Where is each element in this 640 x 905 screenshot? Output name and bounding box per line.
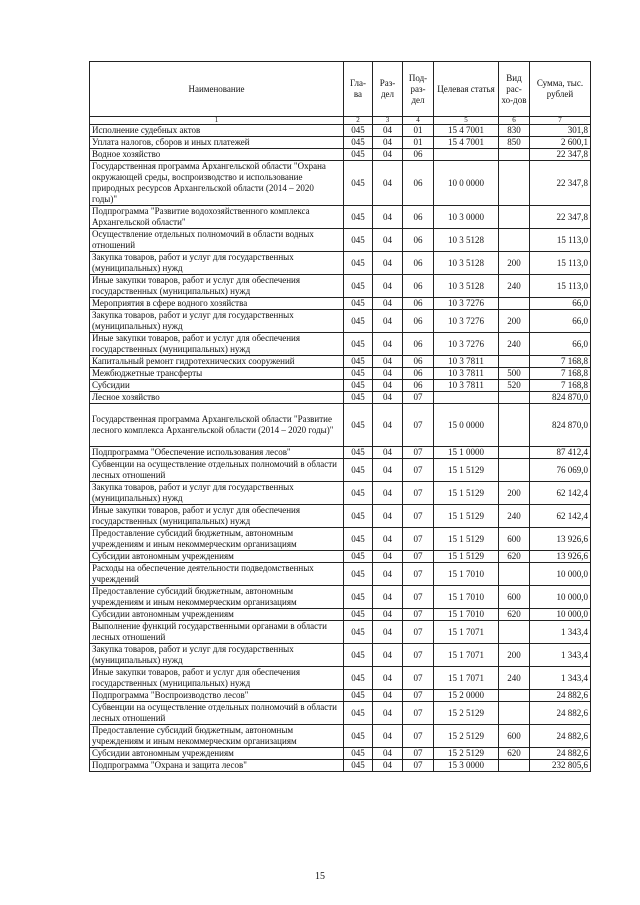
row-razdel: 04 [373,644,403,667]
page-number: 15 [315,871,325,882]
row-podrazdel: 06 [403,356,434,368]
row-razdel: 04 [373,161,403,206]
row-target: 15 3 0000 [434,760,499,772]
budget-table [89,61,591,772]
row-sum: 10 000,0 [530,609,591,621]
row-name: Подпрограмма "Воспроизводство лесов" [90,690,344,702]
row-name: Государственная программа Архангельской области "Развитие лесного комплекса Архангельской области (2014 – 2020 годы)" [90,404,344,447]
row-target: 10 3 0000 [434,206,499,229]
row-sum: 13 926,6 [530,551,591,563]
table-row [90,760,591,772]
row-target: 15 4 7001 [434,125,499,137]
row-target: 10 3 7276 [434,298,499,310]
row-podrazdel: 06 [403,298,434,310]
row-vid [499,563,530,586]
table-row [90,333,591,356]
row-name: Закупка товаров, работ и услуг для государственных (муниципальных) нужд [90,252,344,275]
table-row [90,356,591,368]
row-vid: 830 [499,125,530,137]
row-razdel: 04 [373,392,403,404]
row-podrazdel: 07 [403,760,434,772]
row-sum: 15 113,0 [530,252,591,275]
row-sum: 66,0 [530,298,591,310]
row-vid: 200 [499,310,530,333]
table-row [90,392,591,404]
row-glava: 045 [344,725,373,748]
row-target: 15 4 7001 [434,137,499,149]
row-name: Субсидии автономным учреждениям [90,609,344,621]
row-target: 15 1 5129 [434,459,499,482]
row-target: 15 1 5129 [434,505,499,528]
row-glava: 045 [344,563,373,586]
row-vid [499,149,530,161]
row-glava: 045 [344,621,373,644]
row-name: Исполнение судебных актов [90,125,344,137]
row-sum: 15 113,0 [530,229,591,252]
row-vid [499,447,530,459]
row-podrazdel: 07 [403,563,434,586]
row-glava: 045 [344,528,373,551]
row-glava: 045 [344,206,373,229]
row-podrazdel: 07 [403,482,434,505]
table-row [90,275,591,298]
row-target: 10 3 7276 [434,333,499,356]
row-podrazdel: 06 [403,161,434,206]
row-glava: 045 [344,275,373,298]
row-target: 10 0 0000 [434,161,499,206]
column-number: 1 [90,117,344,125]
row-name: Иные закупки товаров, работ и услуг для обеспечения государственных (муниципальных) нужд [90,333,344,356]
row-podrazdel: 07 [403,505,434,528]
row-glava: 045 [344,392,373,404]
row-podrazdel: 07 [403,609,434,621]
column-number: 4 [403,117,434,125]
row-glava: 045 [344,748,373,760]
row-name: Предоставление субсидий бюджетным, автономным учреждениям и иным некоммерческим организациям [90,528,344,551]
table-row [90,252,591,275]
row-razdel: 04 [373,206,403,229]
table-row [90,725,591,748]
row-sum: 22 347,8 [530,206,591,229]
row-podrazdel: 07 [403,447,434,459]
row-razdel: 04 [373,528,403,551]
table-row [90,380,591,392]
table-row [90,621,591,644]
table-row [90,206,591,229]
row-razdel: 04 [373,760,403,772]
row-name: Подпрограмма "Охрана и защита лесов" [90,760,344,772]
row-razdel: 04 [373,667,403,690]
column-number: 6 [499,117,530,125]
row-sum: 62 142,4 [530,505,591,528]
table-row [90,310,591,333]
row-sum: 10 000,0 [530,563,591,586]
row-sum: 7 168,8 [530,356,591,368]
row-vid [499,702,530,725]
row-razdel: 04 [373,609,403,621]
row-target: 15 1 7071 [434,644,499,667]
row-vid [499,459,530,482]
row-glava: 045 [344,586,373,609]
row-glava: 045 [344,482,373,505]
row-target: 10 3 5128 [434,229,499,252]
row-name: Лесное хозяйство [90,392,344,404]
row-razdel: 04 [373,149,403,161]
row-vid: 620 [499,748,530,760]
row-glava: 045 [344,149,373,161]
row-name: Закупка товаров, работ и услуг для государственных (муниципальных) нужд [90,644,344,667]
row-sum: 24 882,6 [530,690,591,702]
row-vid: 240 [499,333,530,356]
row-podrazdel: 06 [403,333,434,356]
row-name: Субсидии автономным учреждениям [90,551,344,563]
table-row [90,586,591,609]
row-name: Водное хозяйство [90,149,344,161]
row-name: Закупка товаров, работ и услуг для государственных (муниципальных) нужд [90,482,344,505]
row-vid [499,356,530,368]
row-podrazdel: 06 [403,206,434,229]
row-sum: 66,0 [530,310,591,333]
row-vid: 500 [499,368,530,380]
table-row [90,229,591,252]
row-glava: 045 [344,356,373,368]
row-vid [499,161,530,206]
row-target: 10 3 7811 [434,356,499,368]
table-row [90,459,591,482]
table-row [90,161,591,206]
row-glava: 045 [344,505,373,528]
column-number: 3 [373,117,403,125]
row-target: 15 1 7010 [434,586,499,609]
row-vid: 620 [499,609,530,621]
row-vid [499,690,530,702]
row-razdel: 04 [373,690,403,702]
row-glava: 045 [344,551,373,563]
row-vid: 850 [499,137,530,149]
table-row [90,563,591,586]
row-vid [499,206,530,229]
row-razdel: 04 [373,505,403,528]
row-podrazdel: 06 [403,229,434,252]
row-razdel: 04 [373,447,403,459]
row-target [434,392,499,404]
row-target: 15 2 5129 [434,702,499,725]
row-name: Подпрограмма "Развитие водохозяйственного комплекса Архангельской области" [90,206,344,229]
table-row [90,482,591,505]
row-glava: 045 [344,161,373,206]
row-podrazdel: 07 [403,644,434,667]
row-target: 10 3 5128 [434,252,499,275]
row-podrazdel: 07 [403,690,434,702]
row-razdel: 04 [373,333,403,356]
column-number: 2 [344,117,373,125]
row-sum: 24 882,6 [530,748,591,760]
row-razdel: 04 [373,380,403,392]
row-vid: 200 [499,644,530,667]
header-glava: Гла-ва [344,62,373,117]
row-razdel: 04 [373,725,403,748]
row-razdel: 04 [373,459,403,482]
row-glava: 045 [344,229,373,252]
row-glava: 045 [344,760,373,772]
row-target: 15 2 0000 [434,690,499,702]
row-glava: 045 [344,333,373,356]
row-name: Иные закупки товаров, работ и услуг для обеспечения государственных (муниципальных) нужд [90,667,344,690]
row-podrazdel: 06 [403,380,434,392]
row-sum: 824 870,0 [530,404,591,447]
table-row [90,748,591,760]
table-row [90,528,591,551]
row-podrazdel: 06 [403,310,434,333]
row-sum: 10 000,0 [530,586,591,609]
row-vid: 240 [499,275,530,298]
row-name: Субвенции на осуществление отдельных полномочий в области лесных отношений [90,459,344,482]
row-target: 10 3 7811 [434,380,499,392]
row-razdel: 04 [373,298,403,310]
row-target: 15 1 7010 [434,563,499,586]
row-razdel: 04 [373,368,403,380]
row-name: Расходы на обеспечение деятельности подведомственных учреждений [90,563,344,586]
row-name: Мероприятия в сфере водного хозяйства [90,298,344,310]
header-sum: Сумма, тыс. рублей [530,62,591,117]
row-sum: 301,8 [530,125,591,137]
row-name: Предоставление субсидий бюджетным, автономным учреждениям и иным некоммерческим организациям [90,586,344,609]
row-glava: 045 [344,690,373,702]
row-razdel: 04 [373,125,403,137]
row-podrazdel: 07 [403,459,434,482]
row-sum: 15 113,0 [530,275,591,298]
header-target: Целевая статья [434,62,499,117]
row-name: Субсидии автономным учреждениям [90,748,344,760]
row-sum: 76 069,0 [530,459,591,482]
row-vid [499,392,530,404]
row-podrazdel: 01 [403,137,434,149]
row-target: 10 3 7276 [434,310,499,333]
table-row [90,609,591,621]
header-row [90,62,591,117]
row-name: Иные закупки товаров, работ и услуг для обеспечения государственных (муниципальных) нужд [90,505,344,528]
table-row [90,447,591,459]
row-podrazdel: 07 [403,528,434,551]
row-name: Межбюджетные трансферты [90,368,344,380]
row-glava: 045 [344,368,373,380]
row-sum: 1 343,4 [530,644,591,667]
row-razdel: 04 [373,252,403,275]
row-podrazdel: 06 [403,252,434,275]
row-glava: 045 [344,298,373,310]
row-razdel: 04 [373,621,403,644]
row-glava: 045 [344,404,373,447]
row-target: 15 1 7010 [434,609,499,621]
row-podrazdel: 07 [403,621,434,644]
row-glava: 045 [344,644,373,667]
row-name: Капитальный ремонт гидротехнических сооружений [90,356,344,368]
row-name: Предоставление субсидий бюджетным, автономным учреждениям и иным некоммерческим организациям [90,725,344,748]
table-row [90,125,591,137]
row-vid: 200 [499,252,530,275]
row-podrazdel: 07 [403,702,434,725]
row-podrazdel: 07 [403,586,434,609]
row-name: Субвенции на осуществление отдельных полномочий в области лесных отношений [90,702,344,725]
row-glava: 045 [344,125,373,137]
row-razdel: 04 [373,310,403,333]
row-podrazdel: 07 [403,667,434,690]
row-target [434,149,499,161]
table-row [90,368,591,380]
row-glava: 045 [344,609,373,621]
row-razdel: 04 [373,482,403,505]
row-name: Выполнение функций государственными органами в области лесных отношений [90,621,344,644]
row-target: 15 2 5129 [434,725,499,748]
row-podrazdel: 06 [403,275,434,298]
row-target: 15 1 5129 [434,528,499,551]
row-name: Осуществление отдельных полномочий в области водных отношений [90,229,344,252]
row-razdel: 04 [373,356,403,368]
row-razdel: 04 [373,229,403,252]
header-vid: Вид рас-хо-дов [499,62,530,117]
row-vid: 620 [499,551,530,563]
header-podrazdel: Под-раз-дел [403,62,434,117]
row-vid [499,621,530,644]
row-name: Субсидии [90,380,344,392]
row-sum: 824 870,0 [530,392,591,404]
table-row [90,298,591,310]
row-glava: 045 [344,252,373,275]
row-target: 15 1 5129 [434,551,499,563]
table-row [90,551,591,563]
row-sum: 62 142,4 [530,482,591,505]
row-razdel: 04 [373,563,403,586]
row-vid [499,298,530,310]
row-razdel: 04 [373,748,403,760]
row-sum: 13 926,6 [530,528,591,551]
row-target: 15 1 7071 [434,621,499,644]
row-sum: 24 882,6 [530,725,591,748]
row-vid: 240 [499,667,530,690]
row-razdel: 04 [373,404,403,447]
row-vid: 200 [499,482,530,505]
row-name: Государственная программа Архангельской области "Охрана окружающей среды, воспроизводство и использование природных ресурсов Архангельской области (2014 – 2020 годы)" [90,161,344,206]
row-razdel: 04 [373,551,403,563]
row-sum: 232 805,6 [530,760,591,772]
table-row [90,702,591,725]
table-row [90,404,591,447]
row-sum: 7 168,8 [530,380,591,392]
row-vid: 520 [499,380,530,392]
row-razdel: 04 [373,702,403,725]
row-razdel: 04 [373,137,403,149]
row-sum: 7 168,8 [530,368,591,380]
row-sum: 1 343,4 [530,667,591,690]
row-target: 15 2 5129 [434,748,499,760]
table-row [90,137,591,149]
row-podrazdel: 07 [403,392,434,404]
row-razdel: 04 [373,275,403,298]
column-number-row [90,117,591,125]
column-number: 7 [530,117,591,125]
table-row [90,690,591,702]
column-number: 5 [434,117,499,125]
row-target: 15 1 7071 [434,667,499,690]
row-name: Уплата налогов, сборов и иных платежей [90,137,344,149]
row-target: 15 1 5129 [434,482,499,505]
row-razdel: 04 [373,586,403,609]
row-target: 10 3 7811 [434,368,499,380]
row-sum: 1 343,4 [530,621,591,644]
header-name: Наименование [90,62,344,117]
row-podrazdel: 07 [403,725,434,748]
row-sum: 87 412,4 [530,447,591,459]
row-glava: 045 [344,702,373,725]
row-podrazdel: 01 [403,125,434,137]
row-sum: 22 347,8 [530,149,591,161]
table-row [90,667,591,690]
table-body [90,125,591,772]
row-glava: 045 [344,137,373,149]
row-glava: 045 [344,380,373,392]
row-target: 15 0 0000 [434,404,499,447]
row-glava: 045 [344,667,373,690]
row-podrazdel: 06 [403,368,434,380]
row-podrazdel: 07 [403,404,434,447]
row-glava: 045 [344,447,373,459]
row-target: 10 3 5128 [434,275,499,298]
row-sum: 2 600,1 [530,137,591,149]
table-row [90,149,591,161]
row-vid [499,760,530,772]
row-glava: 045 [344,459,373,482]
row-podrazdel: 06 [403,149,434,161]
row-name: Иные закупки товаров, работ и услуг для обеспечения государственных (муниципальных) нужд [90,275,344,298]
row-podrazdel: 07 [403,748,434,760]
row-vid: 240 [499,505,530,528]
row-sum: 24 882,6 [530,702,591,725]
row-vid: 600 [499,586,530,609]
table-row [90,644,591,667]
row-glava: 045 [344,310,373,333]
row-sum: 22 347,8 [530,161,591,206]
row-vid [499,404,530,447]
row-name: Подпрограмма "Обеспечение использования лесов" [90,447,344,459]
row-target: 15 1 0000 [434,447,499,459]
row-vid: 600 [499,528,530,551]
row-podrazdel: 07 [403,551,434,563]
row-vid [499,229,530,252]
row-vid: 600 [499,725,530,748]
row-sum: 66,0 [530,333,591,356]
table-row [90,505,591,528]
row-name: Закупка товаров, работ и услуг для государственных (муниципальных) нужд [90,310,344,333]
header-razdel: Раз-дел [373,62,403,117]
